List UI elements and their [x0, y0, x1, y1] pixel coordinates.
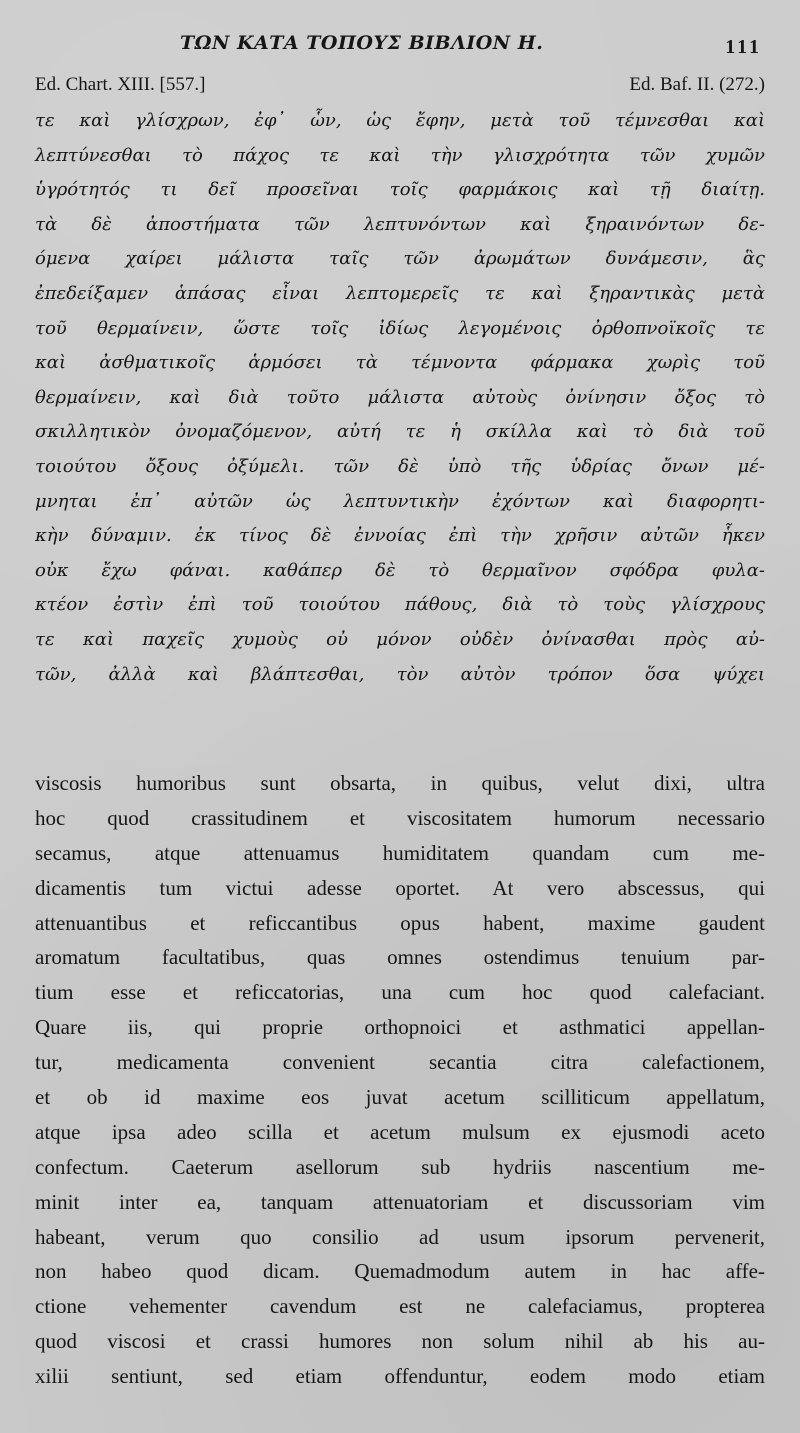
latin-line: ctione vehementer cavendum est ne calefaciamus, propterea	[35, 1294, 765, 1319]
greek-line: κτέον ἐστὶν ἐπὶ τοῦ τοιούτου πάθους, διὰ τὸ τοὺς γλίσχρους	[35, 594, 765, 616]
greek-line: τε καὶ παχεῖς χυμοὺς οὐ μόνον οὐδὲν ὀνίνασθαι πρὸς αὐ-	[35, 628, 765, 650]
latin-line: dicamentis tum victui adesse oportet. At vero abscessus, qui	[35, 875, 765, 900]
greek-line: μνηται ἐπ᾽ αὐτῶν ὡς λεπτυντικὴν ἐχόντων καὶ διαφορητι-	[35, 490, 765, 512]
latin-line: tur, medicamenta convenient secantia citra calefactionem,	[35, 1050, 765, 1075]
greek-line: κὴν δύναμιν. ἐκ τίνος δὲ ἐννοίας ἐπὶ τὴν χρῆσιν αὐτῶν ἧκεν	[35, 525, 765, 547]
greek-line: σκιλλητικὸν ὀνομαζόμενον, αὐτή τε ἡ σκίλλα καὶ τὸ διὰ τοῦ	[35, 421, 765, 443]
greek-line: οὐκ ἔχω φάναι. καθάπερ δὲ τὸ θερμαῖνον σφόδρα φυλα-	[35, 559, 765, 581]
running-title: ΤΩΝ ΚΑΤΑ ΤΟΠΟΥΣ ΒΙΒΛΙΟΝ Η.	[180, 32, 544, 54]
greek-line: ὑγρότητός τι δεῖ προσεῖναι τοῖς φαρμάκοις καὶ τῇ διαίτῃ.	[35, 179, 765, 201]
latin-line: non habeo quod dicam. Quemadmodum autem in hac affe-	[35, 1259, 765, 1284]
latin-line: viscosis humoribus sunt obsarta, in quibus, velut dixi, ultra	[35, 771, 765, 795]
latin-line: xilii sentiunt, sed etiam offenduntur, eodem modo etiam	[35, 1364, 765, 1389]
greek-line: λεπτύνεσθαι τὸ πάχος τε καὶ τὴν γλισχρότητα τῶν χυμῶν	[35, 144, 765, 166]
latin-line: atque ipsa adeo scilla et acetum mulsum ex ejusmodi aceto	[35, 1119, 765, 1144]
latin-line: quod viscosi et crassi humores non solum nihil ab his au-	[35, 1329, 765, 1354]
latin-line: habeant, verum quo consilio ad usum ipsorum pervenerit,	[35, 1224, 765, 1249]
greek-line: ἐπεδείξαμεν ἁπάσας εἶναι λεπτομερεῖς τε καὶ ξηραντικὰς μετὰ	[35, 282, 765, 304]
greek-line: όμενα χαίρει μάλιστα ταῖς τῶν ἀρωμάτων δυνάμεσιν, ἃς	[35, 248, 765, 270]
running-head	[0, 30, 800, 60]
latin-line: tium esse et reficcatorias, una cum hoc quod calefaciant.	[35, 980, 765, 1005]
greek-text-block	[35, 104, 765, 692]
page-number: 111	[725, 36, 762, 58]
greek-line: καὶ ἀσθματικοῖς ἁρμόσει τὰ τέμνοντα φάρμακα χωρὶς τοῦ	[35, 352, 765, 374]
greek-line: τὰ δὲ ἀποστήματα τῶν λεπτυνόντων καὶ ξηραινόντων δε-	[35, 213, 765, 235]
latin-line: minit inter ea, tanquam attenuatoriam et discussoriam vim	[35, 1189, 765, 1214]
latin-line: aromatum facultatibus, quas omnes ostendimus tenuium par-	[35, 945, 765, 970]
latin-line: confectum. Caeterum asellorum sub hydriis nascentium me-	[35, 1154, 765, 1179]
latin-line: et ob id maxime eos juvat acetum scilliticum appellatum,	[35, 1085, 765, 1110]
latin-text-block	[35, 766, 765, 1394]
edition-line	[35, 74, 765, 100]
latin-line: Quare iis, qui proprie orthopnoici et asthmatici appellan-	[35, 1015, 765, 1040]
greek-line: τοῦ θερμαίνειν, ὥστε τοῖς ἰδίως λεγομένοις ὀρθοπνοϊκοῖς τε	[35, 317, 765, 339]
latin-line: secamus, atque attenuamus humiditatem quandam cum me-	[35, 840, 765, 865]
edition-reference-chartier: Ed. Chart. XIII. [557.]	[35, 74, 206, 95]
latin-line: attenuantibus et reficcantibus opus habent, maxime gaudent	[35, 910, 765, 935]
greek-line: τε καὶ γλίσχρων, ἐφ᾽ ὧν, ὡς ἔφην, μετὰ τοῦ τέμνεσθαι καὶ	[35, 110, 765, 131]
greek-line: θερμαίνειν, καὶ διὰ τοῦτο μάλιστα αὐτοὺς ὀνίνησιν ὄξος τὸ	[35, 386, 765, 408]
greek-line: τοιούτου ὄξους ὀξύμελι. τῶν δὲ ὑπὸ τῆς ὑδρίας ὄνων μέ-	[35, 455, 765, 477]
greek-line: τῶν, ἀλλὰ καὶ βλάπτεσθαι, τὸν αὐτὸν τρόπον ὅσα ψύχει	[35, 663, 765, 685]
edition-reference-basel: Ed. Baf. II. (272.)	[629, 74, 765, 95]
latin-line: hoc quod crassitudinem et viscositatem humorum necessario	[35, 805, 765, 830]
